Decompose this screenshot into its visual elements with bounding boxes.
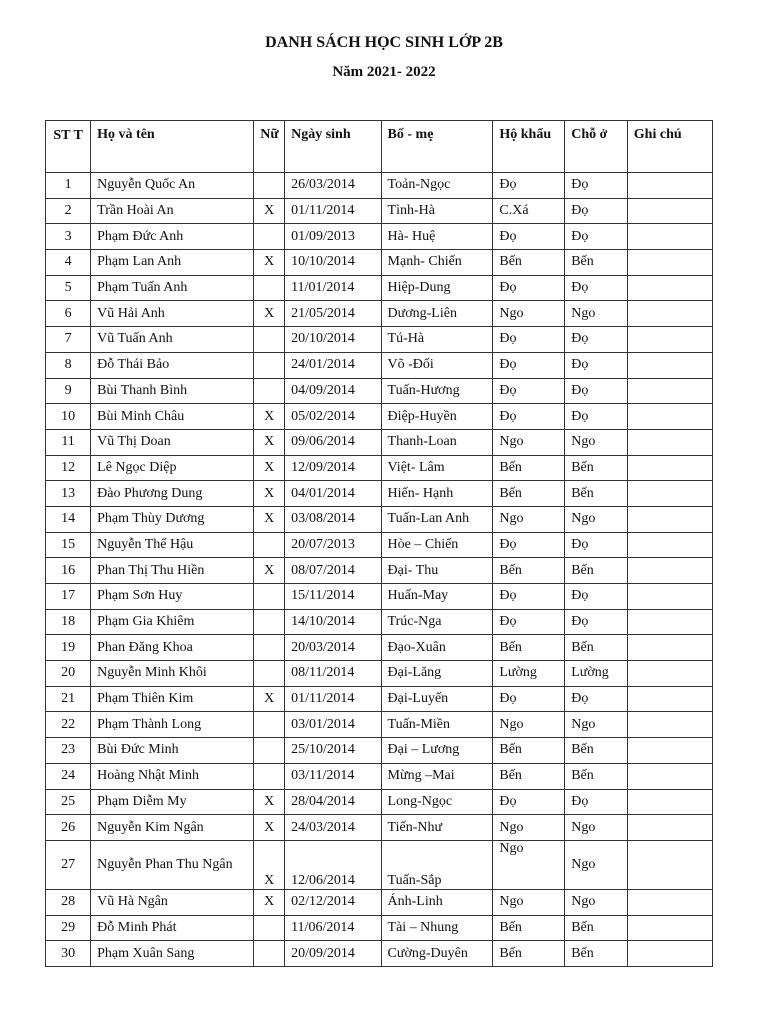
- cell-note: [627, 738, 712, 764]
- cell-cho-o: Đọ: [565, 198, 628, 224]
- cell-gender: [254, 941, 285, 967]
- table-row: [46, 941, 713, 967]
- cell-stt: 25: [46, 789, 91, 815]
- cell-parents: Tuấn-Hương: [381, 378, 493, 404]
- cell-name: Nguyễn Kim Ngân: [91, 815, 254, 841]
- cell-stt: 13: [46, 481, 91, 507]
- table-row: [46, 378, 713, 404]
- cell-dob: 14/10/2014: [285, 609, 381, 635]
- cell-ho-khau: Đọ: [493, 352, 565, 378]
- cell-gender: X: [254, 558, 285, 584]
- cell-ho-khau: Đọ: [493, 327, 565, 353]
- cell-name: Hoàng Nhật Minh: [91, 763, 254, 789]
- cell-stt: 11: [46, 429, 91, 455]
- cell-stt: 29: [46, 915, 91, 941]
- cell-ho-khau: Ngo: [493, 712, 565, 738]
- cell-parents: Tuấn-Sắp: [381, 840, 493, 889]
- cell-stt: 17: [46, 584, 91, 610]
- cell-parents: Đại-Luyến: [381, 686, 493, 712]
- header-gender: Nữ: [254, 121, 285, 173]
- table-row: [46, 301, 713, 327]
- cell-stt: 1: [46, 173, 91, 199]
- cell-dob: 10/10/2014: [285, 250, 381, 276]
- cell-name: Phạm Thành Long: [91, 712, 254, 738]
- cell-cho-o: Lường: [565, 661, 628, 687]
- cell-gender: [254, 738, 285, 764]
- cell-ho-khau: Đọ: [493, 609, 565, 635]
- table-row: [46, 789, 713, 815]
- cell-note: [627, 915, 712, 941]
- cell-stt: 21: [46, 686, 91, 712]
- cell-name: Phan Thị Thu Hiền: [91, 558, 254, 584]
- cell-ho-khau: Ngo: [493, 815, 565, 841]
- cell-dob: 24/01/2014: [285, 352, 381, 378]
- cell-name: Bùi Thanh Bình: [91, 378, 254, 404]
- cell-note: [627, 789, 712, 815]
- document-title: DANH SÁCH HỌC SINH LỚP 2B: [265, 34, 503, 51]
- cell-parents: Trúc-Nga: [381, 609, 493, 635]
- cell-parents: Võ -Đối: [381, 352, 493, 378]
- cell-ho-khau: Đọ: [493, 173, 565, 199]
- table-row: [46, 584, 713, 610]
- cell-name: Phạm Diễm My: [91, 789, 254, 815]
- cell-parents: Tuấn-Lan Anh: [381, 506, 493, 532]
- cell-stt: 6: [46, 301, 91, 327]
- cell-note: [627, 686, 712, 712]
- cell-name: Phạm Sơn Huy: [91, 584, 254, 610]
- cell-name: Phạm Đức Anh: [91, 224, 254, 250]
- cell-cho-o: Ngo: [565, 815, 628, 841]
- cell-note: [627, 455, 712, 481]
- cell-cho-o: Đọ: [565, 327, 628, 353]
- cell-note: [627, 712, 712, 738]
- cell-parents: Đại – Lương: [381, 738, 493, 764]
- cell-stt: 27: [46, 840, 91, 889]
- cell-cho-o: Ngo: [565, 429, 628, 455]
- cell-parents: Tuấn-Miền: [381, 712, 493, 738]
- cell-parents: Dương-Liên: [381, 301, 493, 327]
- cell-ho-khau: Ngo: [493, 889, 565, 915]
- cell-note: [627, 275, 712, 301]
- cell-parents: Đại-Lăng: [381, 661, 493, 687]
- cell-dob: 01/09/2013: [285, 224, 381, 250]
- cell-note: [627, 173, 712, 199]
- cell-ho-khau: Ngo: [493, 840, 565, 889]
- cell-cho-o: Đọ: [565, 173, 628, 199]
- cell-ho-khau: Ngo: [493, 429, 565, 455]
- cell-parents: Ánh-Linh: [381, 889, 493, 915]
- cell-stt: 3: [46, 224, 91, 250]
- table-row: [46, 224, 713, 250]
- cell-cho-o: Bến: [565, 481, 628, 507]
- cell-note: [627, 250, 712, 276]
- cell-name: Vũ Thị Doan: [91, 429, 254, 455]
- cell-ho-khau: Đọ: [493, 275, 565, 301]
- cell-gender: X: [254, 198, 285, 224]
- cell-parents: Huấn-May: [381, 584, 493, 610]
- cell-dob: 09/06/2014: [285, 429, 381, 455]
- cell-note: [627, 532, 712, 558]
- cell-parents: Mạnh- Chiến: [381, 250, 493, 276]
- cell-cho-o: Bến: [565, 763, 628, 789]
- cell-name: Phạm Tuấn Anh: [91, 275, 254, 301]
- cell-dob: 03/08/2014: [285, 506, 381, 532]
- header-ghi-chu: Ghi chú: [627, 121, 712, 173]
- cell-name: Nguyễn Quốc An: [91, 173, 254, 199]
- cell-stt: 10: [46, 404, 91, 430]
- cell-cho-o: Ngo: [565, 506, 628, 532]
- cell-cho-o: Ngo: [565, 301, 628, 327]
- cell-note: [627, 889, 712, 915]
- table-row: [46, 198, 713, 224]
- table-row: [46, 738, 713, 764]
- cell-name: Đỗ Thái Bảo: [91, 352, 254, 378]
- table-row: [46, 173, 713, 199]
- cell-cho-o: Bến: [565, 455, 628, 481]
- cell-dob: 20/03/2014: [285, 635, 381, 661]
- cell-gender: X: [254, 404, 285, 430]
- table-row: [46, 686, 713, 712]
- table-row: [46, 275, 713, 301]
- cell-parents: Đại- Thu: [381, 558, 493, 584]
- cell-gender: [254, 609, 285, 635]
- cell-stt: 14: [46, 506, 91, 532]
- cell-stt: 2: [46, 198, 91, 224]
- cell-ho-khau: Bến: [493, 250, 565, 276]
- cell-gender: [254, 173, 285, 199]
- cell-dob: 04/01/2014: [285, 481, 381, 507]
- cell-note: [627, 815, 712, 841]
- cell-note: [627, 584, 712, 610]
- cell-note: [627, 763, 712, 789]
- cell-cho-o: Đọ: [565, 224, 628, 250]
- cell-note: [627, 481, 712, 507]
- cell-gender: X: [254, 815, 285, 841]
- cell-gender: X: [254, 455, 285, 481]
- cell-name: Vũ Hà Ngân: [91, 889, 254, 915]
- cell-note: [627, 429, 712, 455]
- cell-dob: 01/11/2014: [285, 198, 381, 224]
- table-row: [46, 506, 713, 532]
- cell-dob: 11/01/2014: [285, 275, 381, 301]
- cell-gender: X: [254, 840, 285, 889]
- table-row: [46, 429, 713, 455]
- cell-parents: Điệp-Huyền: [381, 404, 493, 430]
- table-row: [46, 609, 713, 635]
- header-dob: Ngày sinh: [285, 121, 381, 173]
- cell-name: Bùi Đức Minh: [91, 738, 254, 764]
- cell-dob: 02/12/2014: [285, 889, 381, 915]
- cell-cho-o: Đọ: [565, 789, 628, 815]
- cell-ho-khau: Đọ: [493, 378, 565, 404]
- cell-ho-khau: Bến: [493, 635, 565, 661]
- header-parents: Bố - mẹ: [381, 121, 493, 173]
- cell-dob: 08/11/2014: [285, 661, 381, 687]
- header-name: Họ và tên: [91, 121, 254, 173]
- cell-cho-o: Ngo: [565, 712, 628, 738]
- table-row: [46, 915, 713, 941]
- cell-parents: Tiến-Như: [381, 815, 493, 841]
- table-row: [46, 352, 713, 378]
- cell-ho-khau: Bến: [493, 481, 565, 507]
- cell-cho-o: Ngo: [565, 840, 628, 889]
- cell-gender: [254, 712, 285, 738]
- cell-dob: 12/09/2014: [285, 455, 381, 481]
- cell-stt: 24: [46, 763, 91, 789]
- cell-parents: Đạo-Xuân: [381, 635, 493, 661]
- cell-dob: 01/11/2014: [285, 686, 381, 712]
- cell-note: [627, 378, 712, 404]
- cell-ho-khau: Đọ: [493, 532, 565, 558]
- cell-parents: Long-Ngọc: [381, 789, 493, 815]
- cell-dob: 04/09/2014: [285, 378, 381, 404]
- cell-gender: X: [254, 889, 285, 915]
- cell-note: [627, 198, 712, 224]
- cell-stt: 22: [46, 712, 91, 738]
- cell-ho-khau: Đọ: [493, 686, 565, 712]
- cell-ho-khau: Đọ: [493, 584, 565, 610]
- cell-cho-o: Đọ: [565, 584, 628, 610]
- cell-dob: 03/01/2014: [285, 712, 381, 738]
- cell-ho-khau: Ngo: [493, 506, 565, 532]
- cell-ho-khau: C.Xá: [493, 198, 565, 224]
- cell-dob: 15/11/2014: [285, 584, 381, 610]
- cell-note: [627, 404, 712, 430]
- cell-parents: Toản-Ngọc: [381, 173, 493, 199]
- cell-dob: 21/05/2014: [285, 301, 381, 327]
- table-row: [46, 763, 713, 789]
- cell-dob: 20/10/2014: [285, 327, 381, 353]
- cell-cho-o: Đọ: [565, 352, 628, 378]
- cell-stt: 7: [46, 327, 91, 353]
- cell-parents: Mừng –Mai: [381, 763, 493, 789]
- cell-gender: [254, 224, 285, 250]
- table-row: [46, 815, 713, 841]
- cell-ho-khau: Bến: [493, 558, 565, 584]
- cell-gender: X: [254, 429, 285, 455]
- cell-name: Nguyễn Thế Hậu: [91, 532, 254, 558]
- cell-gender: [254, 327, 285, 353]
- cell-parents: Việt- Lâm: [381, 455, 493, 481]
- cell-dob: 03/11/2014: [285, 763, 381, 789]
- cell-cho-o: Đọ: [565, 275, 628, 301]
- table-row: [46, 661, 713, 687]
- cell-cho-o: Bến: [565, 738, 628, 764]
- cell-note: [627, 635, 712, 661]
- cell-gender: [254, 763, 285, 789]
- cell-gender: [254, 584, 285, 610]
- cell-stt: 26: [46, 815, 91, 841]
- cell-parents: Tình-Hà: [381, 198, 493, 224]
- cell-dob: 12/06/2014: [285, 840, 381, 889]
- table-row: [46, 455, 713, 481]
- cell-note: [627, 941, 712, 967]
- cell-stt: 30: [46, 941, 91, 967]
- cell-gender: X: [254, 301, 285, 327]
- cell-ho-khau: Bến: [493, 941, 565, 967]
- cell-note: [627, 609, 712, 635]
- table-row: [46, 404, 713, 430]
- cell-cho-o: Đọ: [565, 686, 628, 712]
- cell-cho-o: Đọ: [565, 404, 628, 430]
- cell-note: [627, 558, 712, 584]
- cell-gender: [254, 532, 285, 558]
- cell-stt: 5: [46, 275, 91, 301]
- cell-gender: [254, 352, 285, 378]
- table-row: [46, 250, 713, 276]
- cell-name: Nguyễn Phan Thu Ngân: [91, 840, 254, 889]
- cell-gender: X: [254, 686, 285, 712]
- cell-note: [627, 352, 712, 378]
- cell-note: [627, 224, 712, 250]
- cell-gender: [254, 635, 285, 661]
- table-row: [46, 889, 713, 915]
- cell-stt: 19: [46, 635, 91, 661]
- table-row: [46, 532, 713, 558]
- cell-gender: X: [254, 789, 285, 815]
- cell-dob: 20/07/2013: [285, 532, 381, 558]
- cell-gender: [254, 661, 285, 687]
- cell-note: [627, 661, 712, 687]
- cell-ho-khau: Đọ: [493, 224, 565, 250]
- cell-stt: 18: [46, 609, 91, 635]
- cell-stt: 23: [46, 738, 91, 764]
- table-header-row: [46, 121, 713, 173]
- cell-note: [627, 327, 712, 353]
- cell-name: Phan Đăng Khoa: [91, 635, 254, 661]
- cell-note: [627, 301, 712, 327]
- cell-gender: [254, 275, 285, 301]
- cell-cho-o: Bến: [565, 635, 628, 661]
- cell-stt: 8: [46, 352, 91, 378]
- cell-parents: Thanh-Loan: [381, 429, 493, 455]
- cell-name: Bùi Minh Châu: [91, 404, 254, 430]
- table-row: [46, 558, 713, 584]
- cell-dob: 08/07/2014: [285, 558, 381, 584]
- cell-parents: Tú-Hà: [381, 327, 493, 353]
- cell-stt: 28: [46, 889, 91, 915]
- cell-name: Vũ Tuấn Anh: [91, 327, 254, 353]
- cell-stt: 15: [46, 532, 91, 558]
- table-row: [46, 635, 713, 661]
- cell-name: Phạm Thiên Kim: [91, 686, 254, 712]
- cell-cho-o: Bến: [565, 941, 628, 967]
- cell-name: Lê Ngọc Diệp: [91, 455, 254, 481]
- cell-parents: Cường-Duyên: [381, 941, 493, 967]
- table-row: [46, 840, 713, 889]
- cell-dob: 26/03/2014: [285, 173, 381, 199]
- cell-dob: 28/04/2014: [285, 789, 381, 815]
- cell-stt: 12: [46, 455, 91, 481]
- cell-dob: 11/06/2014: [285, 915, 381, 941]
- cell-dob: 20/09/2014: [285, 941, 381, 967]
- cell-dob: 05/02/2014: [285, 404, 381, 430]
- student-roster-table: [45, 120, 713, 967]
- cell-name: Trần Hoài An: [91, 198, 254, 224]
- cell-cho-o: Đọ: [565, 532, 628, 558]
- cell-parents: Tài – Nhung: [381, 915, 493, 941]
- cell-cho-o: Đọ: [565, 609, 628, 635]
- cell-parents: Hiệp-Dung: [381, 275, 493, 301]
- cell-stt: 16: [46, 558, 91, 584]
- cell-stt: 4: [46, 250, 91, 276]
- table-row: [46, 481, 713, 507]
- cell-cho-o: Bến: [565, 915, 628, 941]
- cell-stt: 9: [46, 378, 91, 404]
- cell-cho-o: Bến: [565, 558, 628, 584]
- cell-ho-khau: Đọ: [493, 789, 565, 815]
- cell-ho-khau: Ngo: [493, 301, 565, 327]
- cell-ho-khau: Bến: [493, 738, 565, 764]
- cell-name: Phạm Thùy Dương: [91, 506, 254, 532]
- cell-cho-o: Đọ: [565, 378, 628, 404]
- table-row: [46, 712, 713, 738]
- cell-stt: 20: [46, 661, 91, 687]
- cell-parents: Hòe – Chiến: [381, 532, 493, 558]
- header-ho-khau: Hộ khẩu: [493, 121, 565, 173]
- cell-ho-khau: Lường: [493, 661, 565, 687]
- cell-ho-khau: Bến: [493, 915, 565, 941]
- cell-gender: X: [254, 250, 285, 276]
- cell-gender: [254, 378, 285, 404]
- header-cho-o: Chỗ ở: [565, 121, 628, 173]
- cell-name: Đỗ Minh Phát: [91, 915, 254, 941]
- cell-parents: Hiến- Hạnh: [381, 481, 493, 507]
- cell-note: [627, 840, 712, 889]
- cell-ho-khau: Đọ: [493, 404, 565, 430]
- cell-gender: X: [254, 506, 285, 532]
- cell-ho-khau: Bến: [493, 763, 565, 789]
- cell-gender: [254, 915, 285, 941]
- cell-name: Phạm Gia Khiêm: [91, 609, 254, 635]
- cell-name: Vũ Hải Anh: [91, 301, 254, 327]
- table-body: [46, 173, 713, 967]
- cell-cho-o: Bến: [565, 250, 628, 276]
- cell-name: Nguyễn Minh Khôi: [91, 661, 254, 687]
- cell-name: Phạm Lan Anh: [91, 250, 254, 276]
- document-subtitle: Năm 2021- 2022: [332, 64, 436, 80]
- cell-dob: 25/10/2014: [285, 738, 381, 764]
- cell-gender: X: [254, 481, 285, 507]
- cell-cho-o: Ngo: [565, 889, 628, 915]
- cell-name: Đào Phương Dung: [91, 481, 254, 507]
- table-row: [46, 327, 713, 353]
- cell-name: Phạm Xuân Sang: [91, 941, 254, 967]
- cell-parents: Hà- Huệ: [381, 224, 493, 250]
- cell-note: [627, 506, 712, 532]
- header-stt: ST T: [46, 121, 91, 173]
- cell-ho-khau: Bến: [493, 455, 565, 481]
- cell-dob: 24/03/2014: [285, 815, 381, 841]
